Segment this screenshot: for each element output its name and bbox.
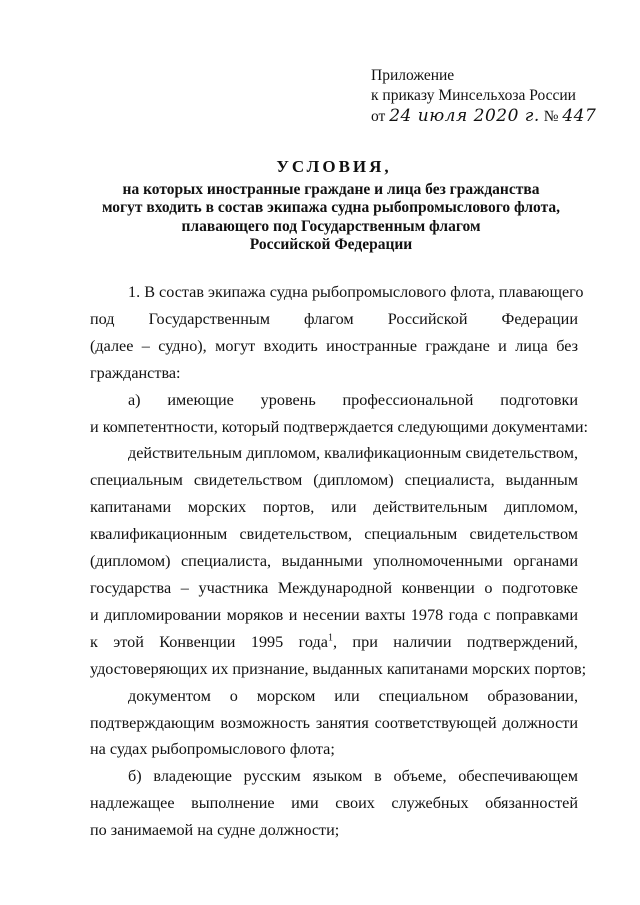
documents-line-6: государства – участника Международной конвенции о подготовке xyxy=(90,578,578,597)
marine-education-line-2: подтверждающим возможность занятия соответствующей должности xyxy=(90,713,578,732)
documents-line-4: квалификационным свидетельством, специальным свидетельством xyxy=(90,525,578,544)
paragraph-1-line-3: (далее – судно), могут входить иностранные граждане и лица без xyxy=(90,336,578,355)
marine-education-line-1: документом о морском или специальном образовании, xyxy=(128,686,578,705)
paragraph-1-line-1: 1. В состав экипажа судна рыбопромыслового флота, плавающего xyxy=(128,283,584,301)
documents-line-8 xyxy=(90,629,578,656)
appendix-order-ref: к приказу Минсельхоза России xyxy=(371,87,576,104)
subparagraph-b-line-1: б) владеющие русским языком в объеме, обеспечивающем xyxy=(128,767,578,786)
subparagraph-b-line-2: надлежащее выполнение ими своих служебных обязанностей xyxy=(90,794,578,813)
paragraph-1-line-4: гражданства: xyxy=(90,363,181,382)
title-line-2: могут входить в состав экипажа судна рыбопромыслового флота, xyxy=(101,199,561,216)
number-label: № xyxy=(543,108,559,125)
date-prefix: от xyxy=(371,108,386,125)
document-title xyxy=(0,158,640,255)
appendix-date-number xyxy=(371,106,596,127)
documents-line-7: и дипломировании моряков и несении вахты 1978 года с поправками xyxy=(90,605,578,624)
document-body xyxy=(90,279,589,844)
documents-line-9: удостоверяющих их признание, выданных капитанами морских портов; xyxy=(90,659,587,678)
paragraph-1-line-2: под Государственным флагом Российской Федерации xyxy=(90,309,578,328)
handwritten-date: 24 июля 2020 г. xyxy=(389,106,540,126)
subparagraph-b-line-3: по занимаемой на судне должности; xyxy=(90,821,340,840)
appendix-label: Приложение xyxy=(371,67,455,84)
convention-text: к этой Конвенции 1995 года xyxy=(90,632,328,651)
title-line-1: на которых иностранные граждане и лица без гражданства xyxy=(122,180,540,198)
marine-education-line-3: на судах рыбопромыслового флота; xyxy=(90,740,335,759)
documents-line-2: специальным свидетельством (дипломом) специалиста, выданным xyxy=(90,471,578,490)
subparagraph-a-line-1: а) имеющие уровень профессиональной подготовки xyxy=(128,390,578,409)
title-line-3: плавающего под Государственным флагом xyxy=(181,217,481,235)
subparagraph-a-line-2: и компетентности, который подтверждается следующими документами: xyxy=(90,417,589,436)
documents-line-1: действительным дипломом, квалификационным свидетельством, xyxy=(128,444,578,463)
appendix-header xyxy=(371,66,596,127)
footnote-marker: 1 xyxy=(327,632,333,644)
convention-text-after: , при наличии подтверждений, xyxy=(332,632,578,651)
title-line-4: Российской Федерации xyxy=(249,236,413,253)
documents-line-3: капитанами морских портов, или действительным дипломом, xyxy=(90,498,578,517)
handwritten-number: 447 xyxy=(562,106,597,126)
documents-line-5: (дипломом) специалиста, выданными уполномоченными органами xyxy=(90,552,578,571)
title-heading: УСЛОВИЯ, xyxy=(276,157,392,176)
